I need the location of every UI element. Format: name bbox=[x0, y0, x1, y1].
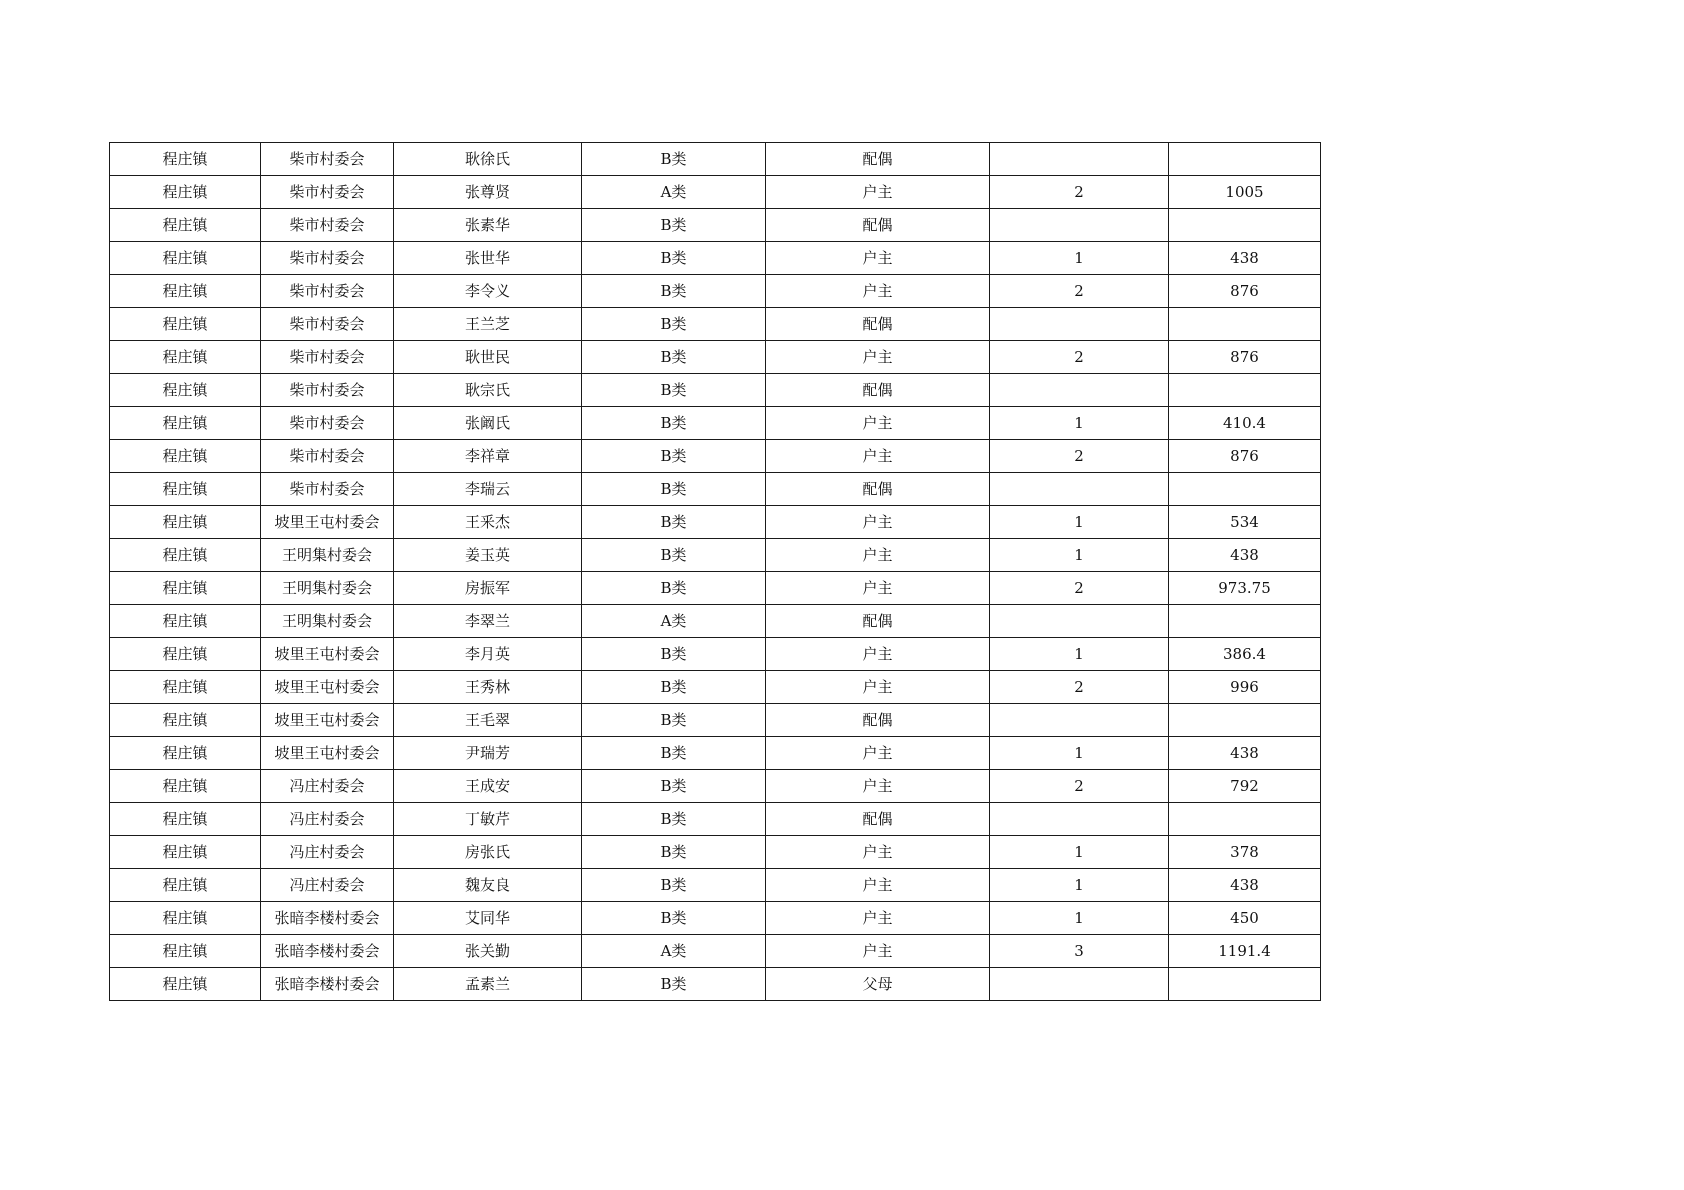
household-count-cell: 1 bbox=[990, 737, 1169, 770]
relation-cell: 户主 bbox=[766, 770, 990, 803]
village-committee-cell: 张暗李楼村委会 bbox=[261, 902, 394, 935]
relation-cell: 户主 bbox=[766, 638, 990, 671]
village-committee-cell: 柴市村委会 bbox=[261, 308, 394, 341]
relation-cell: 户主 bbox=[766, 506, 990, 539]
household-count-cell: 2 bbox=[990, 572, 1169, 605]
table-row bbox=[110, 275, 1321, 308]
town-cell: 程庄镇 bbox=[110, 605, 261, 638]
name-cell: 李月英 bbox=[394, 638, 582, 671]
amount-cell: 876 bbox=[1169, 275, 1321, 308]
category-cell: B类 bbox=[582, 407, 766, 440]
village-committee-cell: 柴市村委会 bbox=[261, 275, 394, 308]
household-count-cell: 2 bbox=[990, 275, 1169, 308]
household-count-cell: 1 bbox=[990, 506, 1169, 539]
amount-cell: 876 bbox=[1169, 341, 1321, 374]
name-cell: 张素华 bbox=[394, 209, 582, 242]
category-cell: B类 bbox=[582, 440, 766, 473]
amount-cell: 438 bbox=[1169, 737, 1321, 770]
village-committee-cell: 坡里王屯村委会 bbox=[261, 704, 394, 737]
village-committee-cell: 冯庄村委会 bbox=[261, 869, 394, 902]
table-row bbox=[110, 341, 1321, 374]
name-cell: 王成安 bbox=[394, 770, 582, 803]
category-cell: B类 bbox=[582, 704, 766, 737]
village-committee-cell: 张暗李楼村委会 bbox=[261, 968, 394, 1001]
town-cell: 程庄镇 bbox=[110, 209, 261, 242]
household-count-cell bbox=[990, 605, 1169, 638]
town-cell: 程庄镇 bbox=[110, 671, 261, 704]
relation-cell: 户主 bbox=[766, 671, 990, 704]
category-cell: B类 bbox=[582, 869, 766, 902]
town-cell: 程庄镇 bbox=[110, 968, 261, 1001]
category-cell: B类 bbox=[582, 374, 766, 407]
amount-cell bbox=[1169, 704, 1321, 737]
name-cell: 李令义 bbox=[394, 275, 582, 308]
amount-cell: 450 bbox=[1169, 902, 1321, 935]
household-count-cell bbox=[990, 968, 1169, 1001]
table-row bbox=[110, 836, 1321, 869]
household-count-cell: 2 bbox=[990, 341, 1169, 374]
household-count-cell: 2 bbox=[990, 770, 1169, 803]
category-cell: B类 bbox=[582, 803, 766, 836]
relation-cell: 配偶 bbox=[766, 803, 990, 836]
household-count-cell: 2 bbox=[990, 440, 1169, 473]
name-cell: 张关勤 bbox=[394, 935, 582, 968]
town-cell: 程庄镇 bbox=[110, 176, 261, 209]
table-row bbox=[110, 803, 1321, 836]
name-cell: 张尊贤 bbox=[394, 176, 582, 209]
table-row bbox=[110, 605, 1321, 638]
village-committee-cell: 坡里王屯村委会 bbox=[261, 638, 394, 671]
table-row bbox=[110, 935, 1321, 968]
town-cell: 程庄镇 bbox=[110, 143, 261, 176]
relation-cell: 父母 bbox=[766, 968, 990, 1001]
table-row bbox=[110, 572, 1321, 605]
town-cell: 程庄镇 bbox=[110, 704, 261, 737]
household-count-cell bbox=[990, 374, 1169, 407]
name-cell: 李翠兰 bbox=[394, 605, 582, 638]
village-committee-cell: 柴市村委会 bbox=[261, 209, 394, 242]
amount-cell bbox=[1169, 473, 1321, 506]
household-count-cell: 1 bbox=[990, 242, 1169, 275]
amount-cell: 996 bbox=[1169, 671, 1321, 704]
village-committee-cell: 坡里王屯村委会 bbox=[261, 506, 394, 539]
category-cell: B类 bbox=[582, 902, 766, 935]
town-cell: 程庄镇 bbox=[110, 935, 261, 968]
village-committee-cell: 柴市村委会 bbox=[261, 242, 394, 275]
name-cell: 艾同华 bbox=[394, 902, 582, 935]
amount-cell: 438 bbox=[1169, 242, 1321, 275]
amount-cell bbox=[1169, 968, 1321, 1001]
category-cell: B类 bbox=[582, 275, 766, 308]
name-cell: 李祥章 bbox=[394, 440, 582, 473]
table-row bbox=[110, 770, 1321, 803]
category-cell: B类 bbox=[582, 242, 766, 275]
table-row bbox=[110, 506, 1321, 539]
village-committee-cell: 柴市村委会 bbox=[261, 143, 394, 176]
town-cell: 程庄镇 bbox=[110, 869, 261, 902]
table-row bbox=[110, 143, 1321, 176]
village-committee-cell: 冯庄村委会 bbox=[261, 803, 394, 836]
relation-cell: 户主 bbox=[766, 407, 990, 440]
relation-cell: 配偶 bbox=[766, 704, 990, 737]
amount-cell: 1005 bbox=[1169, 176, 1321, 209]
household-count-cell bbox=[990, 308, 1169, 341]
village-committee-cell: 王明集村委会 bbox=[261, 539, 394, 572]
table-row bbox=[110, 176, 1321, 209]
table-row bbox=[110, 209, 1321, 242]
town-cell: 程庄镇 bbox=[110, 770, 261, 803]
table-row bbox=[110, 671, 1321, 704]
name-cell: 丁敏芹 bbox=[394, 803, 582, 836]
household-count-cell bbox=[990, 143, 1169, 176]
relation-cell: 户主 bbox=[766, 737, 990, 770]
category-cell: B类 bbox=[582, 341, 766, 374]
amount-cell: 438 bbox=[1169, 539, 1321, 572]
category-cell: B类 bbox=[582, 209, 766, 242]
name-cell: 孟素兰 bbox=[394, 968, 582, 1001]
amount-cell bbox=[1169, 605, 1321, 638]
name-cell: 张阚氏 bbox=[394, 407, 582, 440]
household-count-cell: 3 bbox=[990, 935, 1169, 968]
village-committee-cell: 柴市村委会 bbox=[261, 440, 394, 473]
table-row bbox=[110, 407, 1321, 440]
village-committee-cell: 柴市村委会 bbox=[261, 473, 394, 506]
name-cell: 耿世民 bbox=[394, 341, 582, 374]
category-cell: B类 bbox=[582, 572, 766, 605]
household-count-cell: 1 bbox=[990, 407, 1169, 440]
village-committee-cell: 柴市村委会 bbox=[261, 341, 394, 374]
records-table bbox=[109, 142, 1321, 1001]
household-count-cell bbox=[990, 803, 1169, 836]
household-count-cell bbox=[990, 704, 1169, 737]
relation-cell: 户主 bbox=[766, 341, 990, 374]
category-cell: B类 bbox=[582, 143, 766, 176]
town-cell: 程庄镇 bbox=[110, 638, 261, 671]
relation-cell: 户主 bbox=[766, 836, 990, 869]
village-committee-cell: 冯庄村委会 bbox=[261, 836, 394, 869]
town-cell: 程庄镇 bbox=[110, 440, 261, 473]
amount-cell: 792 bbox=[1169, 770, 1321, 803]
village-committee-cell: 柴市村委会 bbox=[261, 176, 394, 209]
category-cell: B类 bbox=[582, 638, 766, 671]
town-cell: 程庄镇 bbox=[110, 737, 261, 770]
category-cell: B类 bbox=[582, 308, 766, 341]
village-committee-cell: 柴市村委会 bbox=[261, 407, 394, 440]
name-cell: 王毛翠 bbox=[394, 704, 582, 737]
village-committee-cell: 张暗李楼村委会 bbox=[261, 935, 394, 968]
category-cell: B类 bbox=[582, 671, 766, 704]
amount-cell: 1191.4 bbox=[1169, 935, 1321, 968]
name-cell: 房张氏 bbox=[394, 836, 582, 869]
town-cell: 程庄镇 bbox=[110, 473, 261, 506]
relation-cell: 户主 bbox=[766, 176, 990, 209]
category-cell: B类 bbox=[582, 737, 766, 770]
relation-cell: 户主 bbox=[766, 935, 990, 968]
category-cell: B类 bbox=[582, 473, 766, 506]
category-cell: B类 bbox=[582, 539, 766, 572]
town-cell: 程庄镇 bbox=[110, 242, 261, 275]
category-cell: B类 bbox=[582, 506, 766, 539]
village-committee-cell: 王明集村委会 bbox=[261, 605, 394, 638]
table-row bbox=[110, 737, 1321, 770]
relation-cell: 配偶 bbox=[766, 143, 990, 176]
table-row bbox=[110, 902, 1321, 935]
amount-cell bbox=[1169, 209, 1321, 242]
household-count-cell: 2 bbox=[990, 671, 1169, 704]
amount-cell: 973.75 bbox=[1169, 572, 1321, 605]
town-cell: 程庄镇 bbox=[110, 341, 261, 374]
name-cell: 尹瑞芳 bbox=[394, 737, 582, 770]
relation-cell: 配偶 bbox=[766, 308, 990, 341]
table-body bbox=[110, 143, 1321, 1001]
name-cell: 王兰芝 bbox=[394, 308, 582, 341]
amount-cell: 438 bbox=[1169, 869, 1321, 902]
relation-cell: 配偶 bbox=[766, 374, 990, 407]
amount-cell: 876 bbox=[1169, 440, 1321, 473]
household-count-cell: 1 bbox=[990, 902, 1169, 935]
category-cell: A类 bbox=[582, 935, 766, 968]
town-cell: 程庄镇 bbox=[110, 836, 261, 869]
table-row bbox=[110, 539, 1321, 572]
category-cell: B类 bbox=[582, 770, 766, 803]
relation-cell: 户主 bbox=[766, 242, 990, 275]
name-cell: 魏友良 bbox=[394, 869, 582, 902]
relation-cell: 配偶 bbox=[766, 473, 990, 506]
table-row bbox=[110, 440, 1321, 473]
name-cell: 房振军 bbox=[394, 572, 582, 605]
table-row bbox=[110, 473, 1321, 506]
relation-cell: 户主 bbox=[766, 440, 990, 473]
table-row bbox=[110, 242, 1321, 275]
household-count-cell: 1 bbox=[990, 836, 1169, 869]
household-count-cell: 1 bbox=[990, 869, 1169, 902]
town-cell: 程庄镇 bbox=[110, 308, 261, 341]
household-count-cell bbox=[990, 473, 1169, 506]
table-row bbox=[110, 704, 1321, 737]
name-cell: 李瑞云 bbox=[394, 473, 582, 506]
table-row bbox=[110, 638, 1321, 671]
household-count-cell: 1 bbox=[990, 638, 1169, 671]
household-count-cell: 1 bbox=[990, 539, 1169, 572]
relation-cell: 户主 bbox=[766, 869, 990, 902]
table-row bbox=[110, 308, 1321, 341]
relation-cell: 配偶 bbox=[766, 209, 990, 242]
relation-cell: 户主 bbox=[766, 539, 990, 572]
household-count-cell bbox=[990, 209, 1169, 242]
amount-cell bbox=[1169, 308, 1321, 341]
town-cell: 程庄镇 bbox=[110, 407, 261, 440]
town-cell: 程庄镇 bbox=[110, 572, 261, 605]
village-committee-cell: 坡里王屯村委会 bbox=[261, 737, 394, 770]
amount-cell: 534 bbox=[1169, 506, 1321, 539]
town-cell: 程庄镇 bbox=[110, 803, 261, 836]
relation-cell: 户主 bbox=[766, 902, 990, 935]
household-count-cell: 2 bbox=[990, 176, 1169, 209]
category-cell: A类 bbox=[582, 605, 766, 638]
amount-cell bbox=[1169, 803, 1321, 836]
table-row bbox=[110, 374, 1321, 407]
amount-cell bbox=[1169, 143, 1321, 176]
town-cell: 程庄镇 bbox=[110, 374, 261, 407]
table-row bbox=[110, 869, 1321, 902]
amount-cell: 410.4 bbox=[1169, 407, 1321, 440]
table-row bbox=[110, 968, 1321, 1001]
relation-cell: 户主 bbox=[766, 275, 990, 308]
relation-cell: 户主 bbox=[766, 572, 990, 605]
category-cell: A类 bbox=[582, 176, 766, 209]
town-cell: 程庄镇 bbox=[110, 539, 261, 572]
name-cell: 耿徐氏 bbox=[394, 143, 582, 176]
name-cell: 耿宗氏 bbox=[394, 374, 582, 407]
name-cell: 姜玉英 bbox=[394, 539, 582, 572]
amount-cell: 386.4 bbox=[1169, 638, 1321, 671]
town-cell: 程庄镇 bbox=[110, 275, 261, 308]
relation-cell: 配偶 bbox=[766, 605, 990, 638]
town-cell: 程庄镇 bbox=[110, 902, 261, 935]
village-committee-cell: 柴市村委会 bbox=[261, 374, 394, 407]
category-cell: B类 bbox=[582, 836, 766, 869]
town-cell: 程庄镇 bbox=[110, 506, 261, 539]
village-committee-cell: 王明集村委会 bbox=[261, 572, 394, 605]
name-cell: 王秀林 bbox=[394, 671, 582, 704]
amount-cell bbox=[1169, 374, 1321, 407]
village-committee-cell: 冯庄村委会 bbox=[261, 770, 394, 803]
village-committee-cell: 坡里王屯村委会 bbox=[261, 671, 394, 704]
name-cell: 张世华 bbox=[394, 242, 582, 275]
amount-cell: 378 bbox=[1169, 836, 1321, 869]
name-cell: 王釆杰 bbox=[394, 506, 582, 539]
category-cell: B类 bbox=[582, 968, 766, 1001]
